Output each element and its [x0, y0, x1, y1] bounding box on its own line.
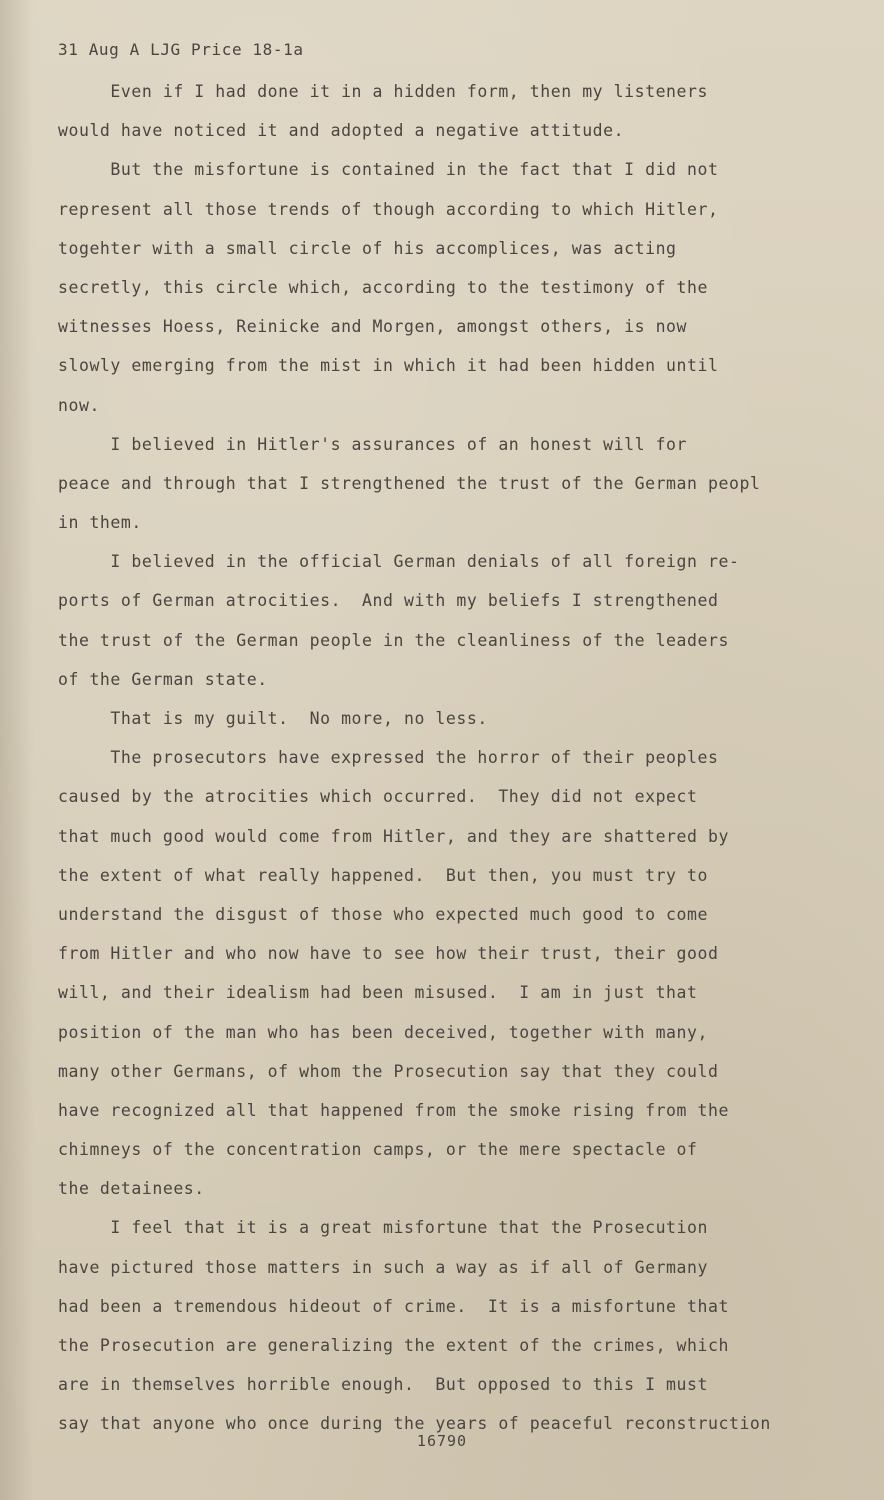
text-line: I believed in the official German denials of all foreign re- — [58, 552, 740, 572]
text-line: caused by the atrocities which occurred. They did not expect — [58, 787, 698, 807]
text-line: now. — [58, 395, 100, 415]
text-line: But the misfortune is contained in the fact that I did not — [58, 160, 719, 180]
text-line: would have noticed it and adopted a negative attitude. — [58, 121, 625, 141]
transcript-body — [58, 72, 843, 1444]
header-reference: 31 Aug A LJG Price 18-1a — [58, 40, 304, 59]
text-line: position of the man who has been deceived, together with many, — [58, 1022, 708, 1042]
text-line: that much good would come from Hitler, and they are shattered by — [58, 826, 729, 846]
text-line: togehter with a small circle of his accomplices, was acting — [58, 238, 677, 258]
text-line: of the German state. — [58, 669, 268, 689]
text-line: from Hitler and who now have to see how their trust, their good — [58, 944, 719, 964]
text-line: the extent of what really happened. But then, you must try to — [58, 865, 708, 885]
text-line: Even if I had done it in a hidden form, then my listeners — [58, 82, 708, 101]
text-line: in them. — [58, 513, 142, 533]
text-line: have recognized all that happened from the smoke rising from the — [58, 1100, 729, 1120]
text-line: The prosecutors have expressed the horror of their peoples — [58, 748, 719, 768]
text-line: the detainees. — [58, 1179, 205, 1199]
text-line: say that anyone who once during the years of peaceful reconstruction — [58, 1414, 771, 1434]
text-line: are in themselves horrible enough. But opposed to this I must — [58, 1375, 708, 1395]
text-line: secretly, this circle which, according to the testimony of the — [58, 277, 708, 297]
text-line: chimneys of the concentration camps, or the mere spectacle of — [58, 1140, 698, 1160]
page-number: 16790 — [416, 1432, 468, 1450]
text-line: the trust of the German people in the cleanliness of the leaders — [58, 630, 729, 650]
text-line: peace and through that I strengthened the trust of the German peopl — [58, 473, 761, 493]
text-line: the Prosecution are generalizing the extent of the crimes, which — [58, 1336, 729, 1355]
page-edge-shadow — [0, 0, 34, 1500]
text-line: I feel that it is a great misfortune that the Prosecution — [58, 1218, 708, 1238]
text-line: witnesses Hoess, Reinicke and Morgen, amongst others, is now — [58, 317, 688, 337]
text-line: represent all those trends of though according to which Hitler, — [58, 199, 719, 219]
text-line: That is my guilt. No more, no less. — [58, 709, 488, 728]
text-line: have pictured those matters in such a way as if all of Germany — [58, 1257, 708, 1277]
text-line: had been a tremendous hideout of crime. It is a misfortune that — [58, 1296, 729, 1316]
text-line: slowly emerging from the mist in which it had been hidden until — [58, 356, 719, 376]
text-line: ports of German atrocities. And with my beliefs I strengthened — [58, 591, 719, 611]
text-line: many other Germans, of whom the Prosecution say that they could — [58, 1061, 719, 1081]
text-line: I believed in Hitler's assurances of an honest will for — [58, 434, 688, 454]
text-line: understand the disgust of those who expected much good to come — [58, 904, 708, 924]
text-line: will, and their idealism had been misused. I am in just that — [58, 983, 698, 1003]
